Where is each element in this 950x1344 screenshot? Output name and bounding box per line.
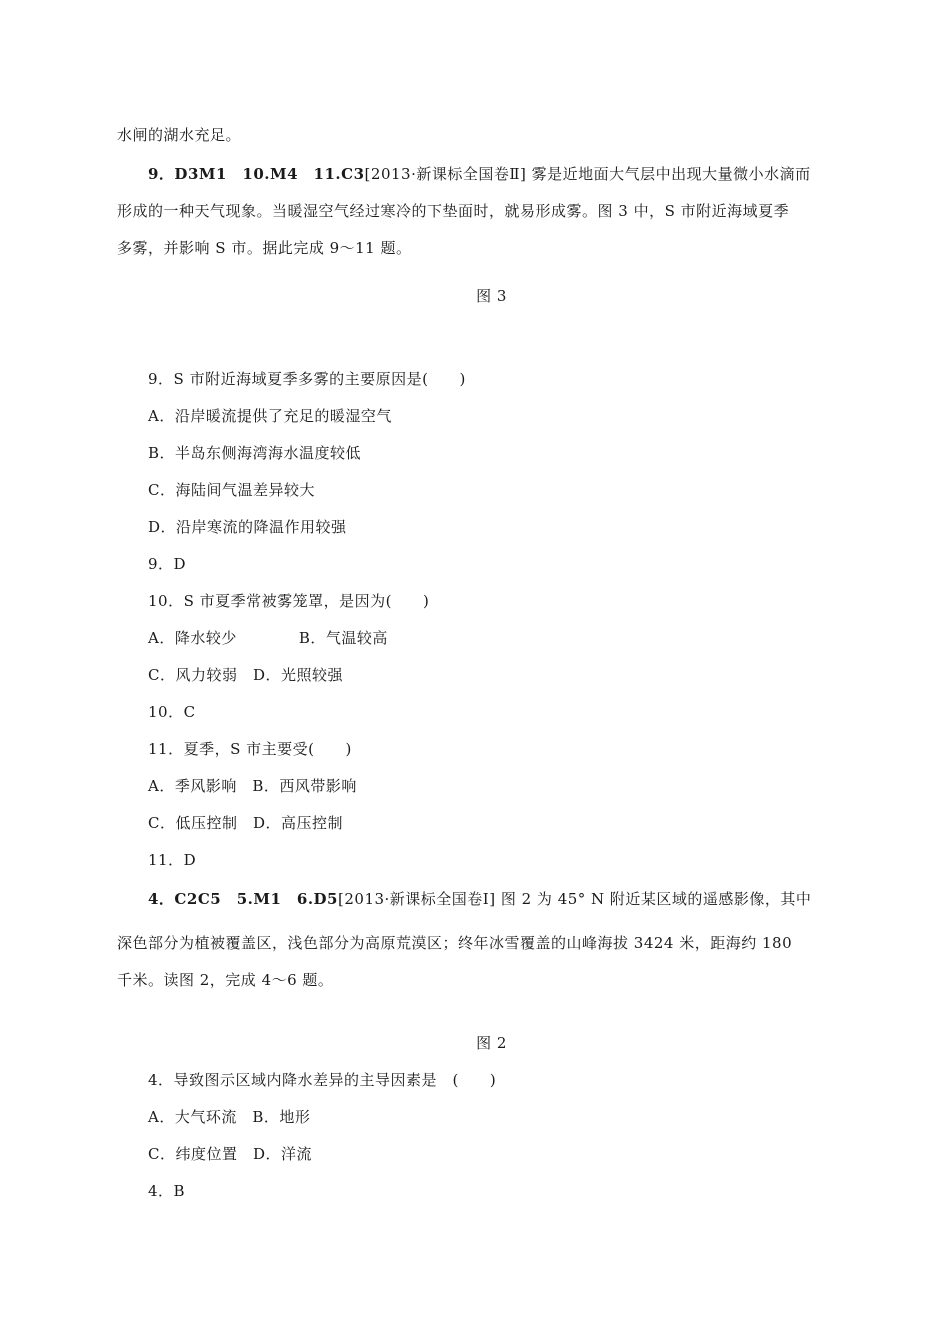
- question-block-intro-4-6: [148, 889, 811, 909]
- question-10-answer: 10．C: [148, 703, 196, 721]
- question-4-options-ab: A．大气环流 B．地形: [148, 1108, 311, 1126]
- question-10-stem: 10．S 市夏季常被雾笼罩，是因为( ): [148, 592, 430, 610]
- question-codes: 4．C2C5 5.M1 6.D5: [148, 890, 338, 908]
- intro-line-2: 形成的一种天气现象。当暖湿空气经过寒冷的下垫面时，就易形成雾。图 3 中，S 市附近海域夏季: [117, 202, 790, 220]
- question-codes: 9．D3M1 10.M4 11.C3: [148, 165, 365, 183]
- figure-caption-2: 图 2: [476, 1034, 507, 1052]
- question-block-intro-9-11: [148, 164, 811, 184]
- question-9-option-a: A．沿岸暖流提供了充足的暖湿空气: [148, 407, 392, 425]
- question-11-stem: 11．夏季，S 市主要受( ): [148, 740, 352, 758]
- intro-line-3: 多雾，并影响 S 市。据此完成 9～11 题。: [117, 239, 412, 257]
- question-10-options-cd: C．风力较弱 D．光照较强: [148, 666, 344, 684]
- question-11-options-cd: C．低压控制 D．高压控制: [148, 814, 344, 832]
- question-11-options-ab: A．季风影响 B．西风带影响: [148, 777, 357, 795]
- question-11-answer: 11．D: [148, 851, 197, 869]
- question-10-options-ab: A．降水较少 B．气温较高: [148, 629, 388, 647]
- paragraph-continuation: 水闸的湖水充足。: [117, 126, 242, 144]
- question-4-answer: 4．B: [148, 1182, 186, 1200]
- question-9-option-d: D．沿岸寒流的降温作用较强: [148, 518, 347, 536]
- intro-line-2: 深色部分为植被覆盖区，浅色部分为高原荒漠区；终年冰雪覆盖的山峰海拔 3424 米，距海约 180: [117, 934, 793, 952]
- intro-line-3: 千米。读图 2，完成 4～6 题。: [117, 971, 334, 989]
- question-4-stem: 4．导致图示区域内降水差异的主导因素是 ( ): [148, 1071, 497, 1089]
- question-9-stem: 9．S 市附近海域夏季多雾的主要原因是( ): [148, 370, 466, 388]
- intro-line-1: [2013·新课标全国卷Ⅰ] 图 2 为 45° N 附近某区域的遥感影像，其中: [338, 890, 812, 908]
- question-9-answer: 9．D: [148, 555, 187, 573]
- question-9-option-b: B．半岛东侧海湾海水温度较低: [148, 444, 362, 462]
- question-9-option-c: C．海陆间气温差异较大: [148, 481, 315, 499]
- question-4-options-cd: C．纬度位置 D．洋流: [148, 1145, 313, 1163]
- figure-caption-3: 图 3: [476, 287, 507, 305]
- intro-line-1: [2013·新课标全国卷Ⅱ] 雾是近地面大气层中出现大量微小水滴而: [364, 165, 811, 183]
